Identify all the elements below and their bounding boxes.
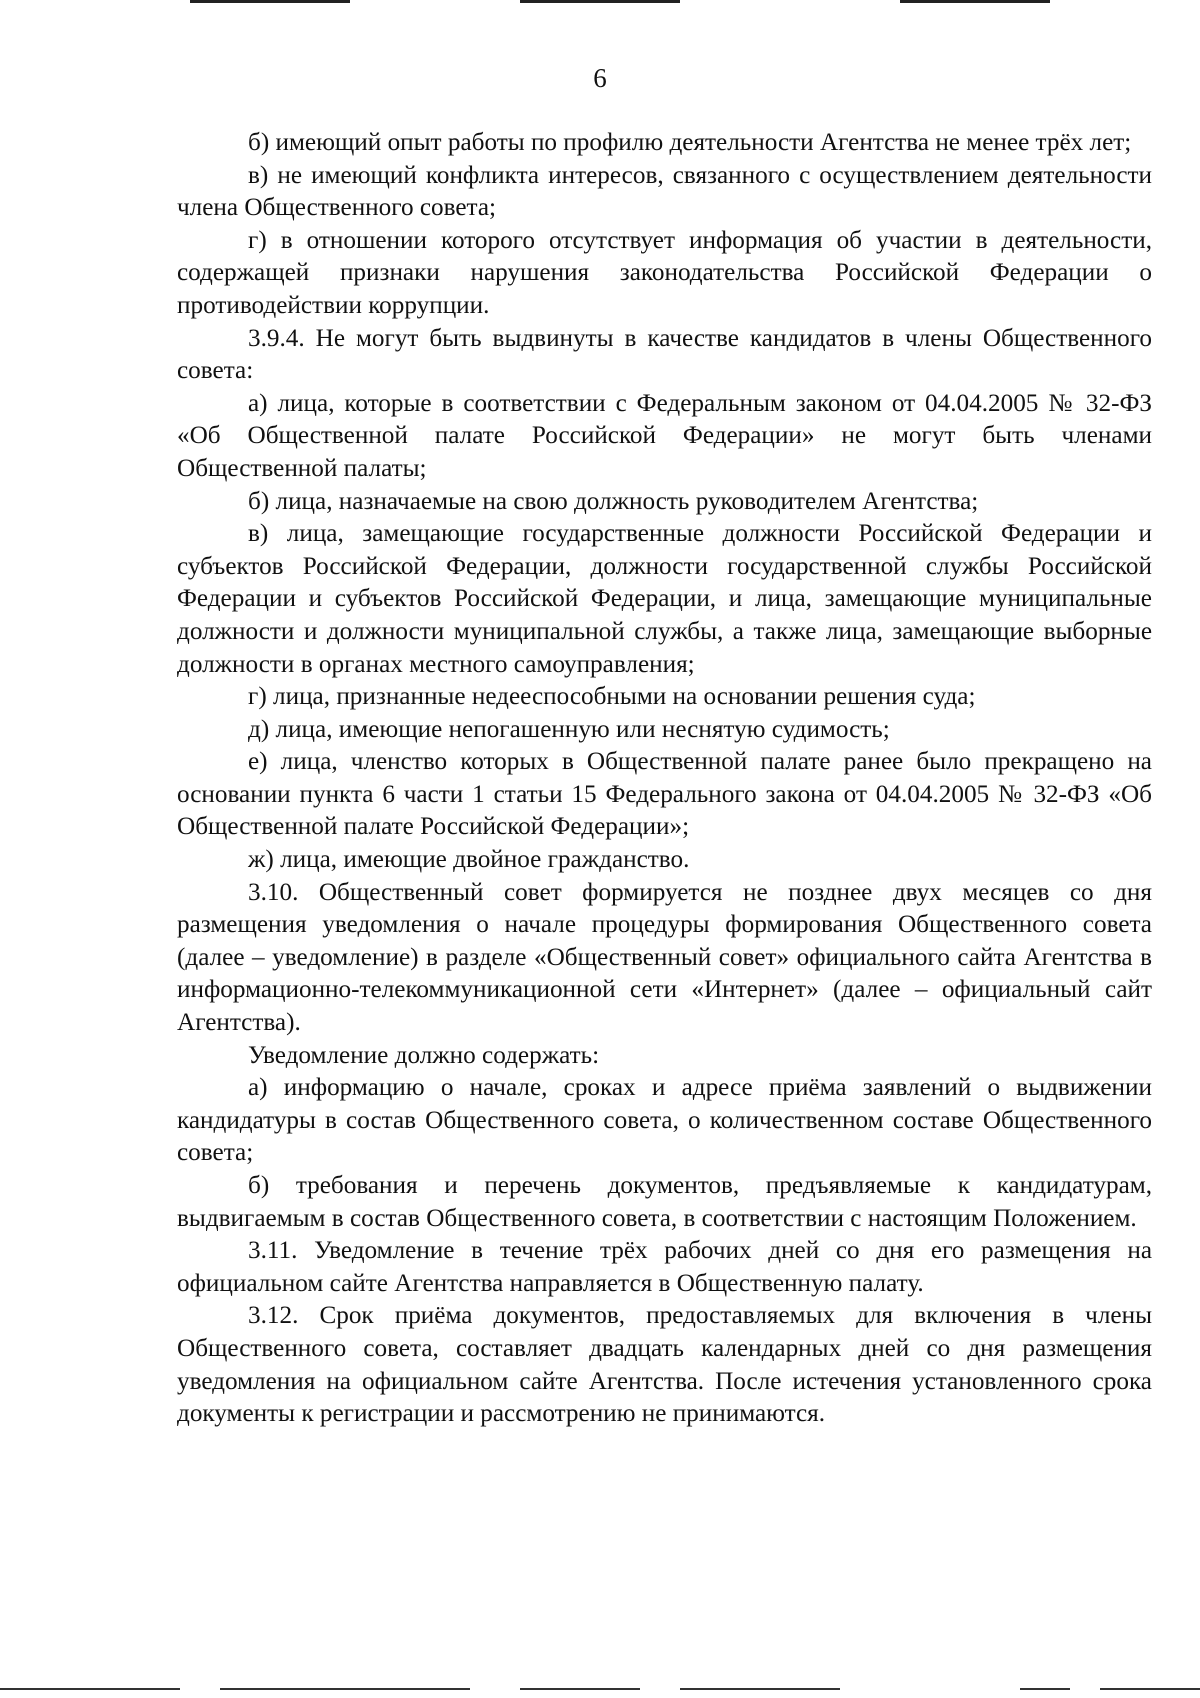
- paragraph: г) лица, признанные недееспособными на основании решения суда;: [248, 683, 976, 711]
- scan-bottom-edge: [0, 1688, 1200, 1692]
- paragraph: б) лица, назначаемые на свою должность руководителем Агентства;: [248, 487, 979, 515]
- scan-edge-mark: [1100, 1688, 1200, 1690]
- paragraph: г) в отношении которого отсутствует информация об участии в деятельности, содержащей признаки нарушения законодательства Российской Федерации о противодействии коррупции.: [177, 226, 1152, 319]
- scan-edge-mark: [0, 1688, 180, 1690]
- paragraph: д) лица, имеющие непогашенную или неснятую судимость;: [248, 715, 890, 743]
- scan-edge-mark: [520, 0, 680, 3]
- paragraph: 3.11. Уведомление в течение трёх рабочих дней со дня его размещения на официальном сайте Агентства направляется в Общественную палату.: [177, 1237, 1152, 1297]
- scan-edge-mark: [680, 1688, 840, 1690]
- paragraph: а) лица, которые в соответствии с Федеральным законом от 04.04.2005 № 32-ФЗ «Об Общественной палате Российской Федерации» не могут быть членами Общественной палаты;: [177, 389, 1152, 482]
- paragraph: 3.9.4. Не могут быть выдвинуты в качестве кандидатов в члены Общественного совета:: [177, 324, 1152, 385]
- paragraph: 3.12. Срок приёма документов, предоставляемых для включения в члены Общественного совета, составляет двадцать календарных дней со дня размещения уведомления на официальном сайте Агентства. После истечения установленного срока документы к регистрации и рассмотрению не принимаются.: [177, 1302, 1152, 1428]
- paragraph: е) лица, членство которых в Общественной палате ранее было прекращено на основании пункта 6 части 1 статьи 15 Федерального закона от 04.04.2005 № 32-ФЗ «Об Общественной палате Российской Федерации»;: [177, 748, 1152, 841]
- document-body: [177, 127, 1152, 1431]
- scan-top-edge: [0, 0, 1200, 6]
- paragraph: 3.10. Общественный совет формируется не позднее двух месяцев со дня размещения уведомления о начале процедуры формирования Общественного совета (далее – уведомление) в разделе «Общественный совет» официального сайта Агентства в информационно-телекоммуникационной сети «Интернет» (далее – официальный сайт Агентства).: [177, 878, 1152, 1037]
- paragraph: а) информацию о начале, сроках и адресе приёма заявлений о выдвижении кандидатуры в состав Общественного совета, о количественном составе Общественного совета;: [177, 1074, 1152, 1167]
- page-number: 6: [593, 63, 607, 93]
- scan-edge-mark: [900, 0, 1050, 3]
- paragraph: б) требования и перечень документов, предъявляемые к кандидатурам, выдвигаемым в состав Общественного совета, в соответствии с настоящим Положением.: [177, 1172, 1152, 1232]
- scan-edge-mark: [1020, 1688, 1070, 1690]
- scan-edge-mark: [520, 1688, 640, 1690]
- paragraph: ж) лица, имеющие двойное гражданство.: [248, 846, 690, 874]
- scan-edge-mark: [220, 1688, 470, 1690]
- paragraph: Уведомление должно содержать:: [248, 1041, 600, 1069]
- paragraph: б) имеющий опыт работы по профилю деятельности Агентства не менее трёх лет;: [248, 129, 1132, 156]
- paragraph: в) не имеющий конфликта интересов, связанного с осуществлением деятельности члена Общественного совета;: [177, 161, 1152, 222]
- scan-edge-mark: [190, 0, 350, 3]
- paragraph: в) лица, замещающие государственные должности Российской Федерации и субъектов Российской Федерации, должности государственной службы Российской Федерации и субъектов Российской Федерации, и лица, замещающие муниципальные должности и должности муниципальной службы, а также лица, замещающие выборные должности в органах местного самоуправления;: [177, 520, 1152, 678]
